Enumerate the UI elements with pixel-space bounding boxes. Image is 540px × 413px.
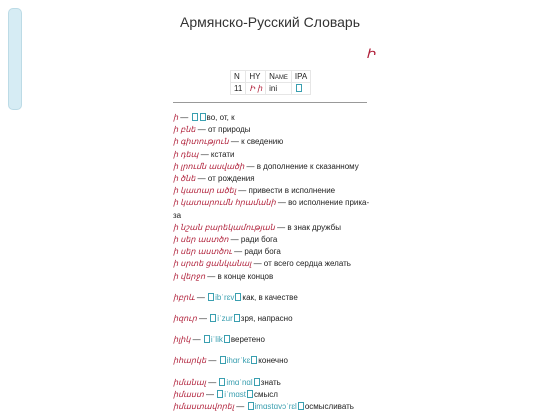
entry-translation: во исполнение прика-за [173, 198, 370, 220]
entry-translation: ради бога [240, 235, 278, 245]
cell-hy: Ի ի [246, 83, 266, 95]
glyph-placeholder-icon [224, 335, 230, 343]
entry-word[interactable]: ի դեպ [173, 149, 199, 159]
entry-word[interactable]: իլիկ [173, 335, 191, 345]
header-name: Name [266, 71, 292, 83]
glyph-placeholder-icon [235, 293, 241, 301]
entry-translation: в знак дружбы [287, 222, 341, 232]
entry-word[interactable]: իմանալ [173, 377, 206, 387]
dictionary-entry: ի բնե — от природы [173, 125, 251, 135]
entry-translation: зря, напрасно [240, 314, 293, 324]
dictionary-entry: ի սեր աստծո — ради бога [173, 235, 278, 245]
entry-ipa [219, 356, 259, 365]
dictionary-entries [164, 112, 374, 413]
entry-ipa-text: ihɑrˈkɛ [226, 356, 251, 366]
page-title: Армянско-Русский Словарь [180, 14, 360, 30]
entry-ipa [191, 113, 207, 122]
entry-translation: к сведению [241, 137, 284, 147]
entry-translation: привести в исполнение [248, 186, 336, 196]
entry-translation: смысл [254, 389, 278, 399]
glyph-placeholder-icon [251, 356, 257, 364]
entry-translation: осмысливать [304, 402, 354, 412]
ipa-glyph-placeholder-icon [296, 84, 302, 92]
glyph-placeholder-icon [217, 390, 223, 398]
entry-ipa-text: ibˈrɛv [215, 292, 235, 302]
entry-translation: во, от, к [206, 113, 235, 122]
glyph-placeholder-icon [248, 402, 254, 410]
entry-translation: в дополнение к сказанному [256, 161, 359, 171]
entry-ipa [209, 314, 241, 323]
entry-word[interactable]: ի սեր աստծու [173, 247, 232, 257]
header-ipa: IPA [291, 71, 310, 83]
dictionary-entry: իբրև — ibˈrɛv как, в качестве [173, 292, 298, 302]
entry-ipa [207, 293, 242, 302]
dictionary-entry: ի նշան բարեկամության — в знак дружбы [173, 222, 341, 232]
dictionary-entry: իհարկե — ihɑrˈkɛ конечно [173, 356, 288, 366]
entry-translation: кстати [210, 149, 235, 159]
entry-ipa [218, 378, 260, 387]
entry-translation: от всего сердца желать [263, 259, 351, 269]
glyph-placeholder-icon [219, 378, 225, 386]
entry-ipa-text: iˈzur [217, 314, 233, 324]
dictionary-entry: ի կատարումն հրամանի — во исполнение прика-за [173, 198, 370, 220]
entry-translation: веретено [230, 335, 265, 345]
dictionary-entry: իմաստ — iˈmɑst смысл [173, 389, 278, 399]
entry-word[interactable]: իհարկե [173, 356, 207, 366]
entry-translation: от природы [207, 125, 251, 135]
dictionary-entry: ի կատար ածել — привести в исполнение [173, 186, 336, 196]
letter-info-table [230, 70, 311, 95]
dictionary-entry: իզուր — iˈzur зря, напрасно [173, 314, 293, 324]
glyph-placeholder-icon [210, 314, 216, 322]
glyph-placeholder-icon [234, 314, 240, 322]
dictionary-entry: ի սրտե ցանկանալ — от всего сердца желать [173, 259, 351, 269]
entry-ipa-text: iˈlik [210, 335, 223, 345]
entry-word[interactable]: ի սեր աստծո [173, 235, 229, 245]
entry-word[interactable]: իմաստավորել [173, 402, 235, 412]
entry-translation: в конце концов [217, 271, 274, 281]
entry-word[interactable]: ի բնե [173, 125, 196, 135]
entry-word[interactable]: իզուր [173, 314, 197, 324]
dictionary-entry: իմանալ — imɑˈnɑl знать [173, 377, 281, 387]
header-n: N [231, 71, 246, 83]
cell-name: ini [266, 83, 292, 95]
entry-word[interactable]: ի գիտություն [173, 137, 229, 147]
entry-ipa [216, 390, 254, 399]
letter-info-header-row [231, 71, 311, 83]
entry-word[interactable]: ի նշան բարեկամության [173, 222, 275, 232]
entry-word[interactable]: ի լրումն ասվածի [173, 161, 245, 171]
dictionary-entry: ի ծնե — от рождения [173, 174, 255, 184]
entry-translation: ради бога [244, 247, 281, 257]
entry-ipa-text: iˈmɑst [224, 389, 247, 399]
entry-word[interactable]: ի կատար ածել [173, 186, 237, 196]
letter-heading: Ի [366, 46, 375, 61]
cell-ipa[interactable] [291, 83, 310, 95]
entry-word[interactable]: իմաստ [173, 389, 204, 399]
cell-n: 11 [231, 83, 246, 95]
entry-ipa-text: imɑstɑvɔˈrɛl [254, 402, 297, 412]
entry-translation: знать [260, 377, 281, 387]
entry-ipa [203, 335, 231, 344]
dictionary-entry: ի դեպ — кстати [173, 149, 235, 159]
glyph-placeholder-icon [204, 335, 210, 343]
entry-word[interactable]: իբրև [173, 292, 195, 302]
divider [173, 102, 367, 103]
entry-word[interactable]: ի սրտե ցանկանալ [173, 259, 252, 269]
entry-translation: как, в качестве [242, 292, 298, 302]
glyph-placeholder-icon [192, 113, 198, 121]
dictionary-entry: ի սեր աստծու — ради бога [173, 247, 281, 257]
entry-translation: от рождения [207, 174, 255, 184]
dictionary-entry: իմաստավորել — imɑstɑvɔˈrɛl осмысливать [173, 402, 354, 412]
entry-ipa [247, 402, 305, 411]
entry-word[interactable]: ի ծնե [173, 174, 196, 184]
dictionary-entry: ի վերջո — в конце концов [173, 271, 274, 281]
glyph-placeholder-icon [298, 402, 304, 410]
glyph-placeholder-icon [247, 390, 253, 398]
entry-translation: конечно [258, 356, 288, 366]
dictionary-entry: իլիկ — iˈlik веретено [173, 335, 265, 345]
dictionary-entry: ի — во, от, к [173, 113, 235, 122]
header-hy: HY [246, 71, 266, 83]
dictionary-entry: ի գիտություն — к сведению [173, 137, 284, 147]
entry-word[interactable]: ի [173, 113, 179, 122]
dictionary-entry: ի լրումն ասվածի — в дополнение к сказанному [173, 161, 359, 171]
glyph-placeholder-icon [200, 113, 206, 121]
entry-word[interactable]: ի վերջո [173, 271, 206, 281]
glyph-placeholder-icon [208, 293, 214, 301]
letter-info-row [231, 83, 311, 95]
glyph-placeholder-icon [220, 356, 226, 364]
glyph-placeholder-icon [254, 378, 260, 386]
entry-ipa-text: imɑˈnɑl [226, 377, 253, 387]
entry-word[interactable]: ի կատարումն հրամանի [173, 198, 276, 208]
